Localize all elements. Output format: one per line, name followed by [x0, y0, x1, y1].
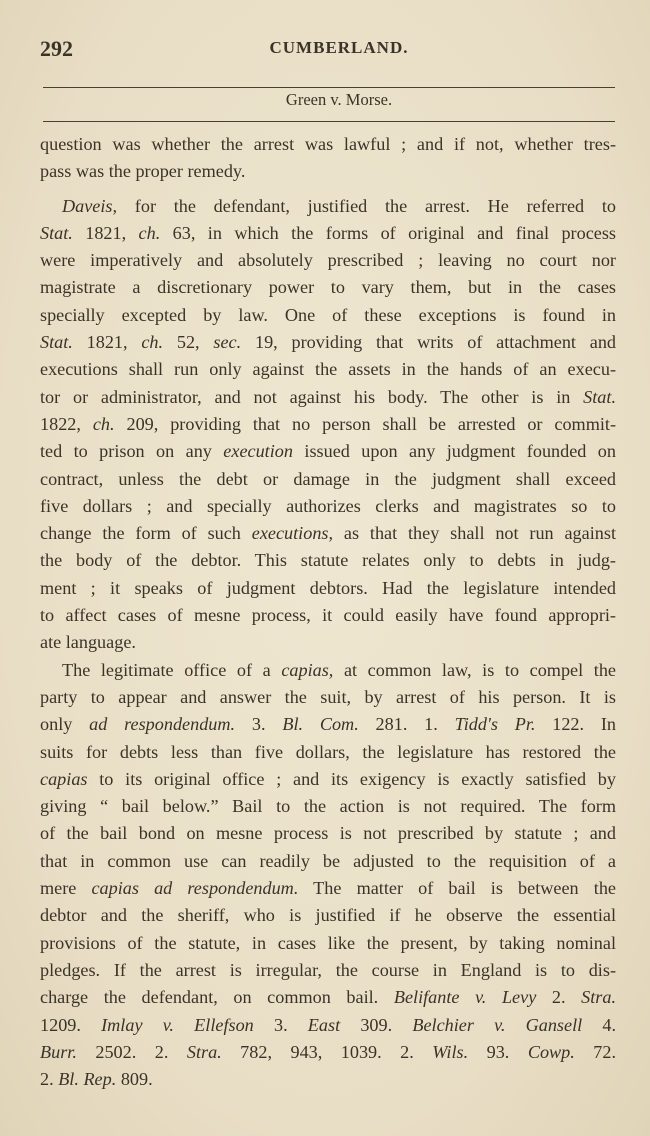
text-line: [40, 629, 616, 656]
italic-text: Stat.: [583, 386, 616, 407]
text-segment: giving “ bail below.” Bail to the action is not required. The form: [40, 796, 616, 817]
text-segment: 1821,: [72, 222, 139, 243]
text-segment: 52,: [163, 332, 214, 353]
text-segment: 1209.: [40, 1014, 102, 1035]
text-segment: 93.: [468, 1041, 528, 1062]
text-segment: party to appear and answer the suit, by arrest of his person. It is: [40, 686, 616, 707]
text-segment: contract, unless the debt or damage in the judgment shall exceed: [40, 468, 616, 489]
text-segment: provisions of the statute, in cases like the present, by taking nominal: [40, 932, 616, 953]
text-segment: were imperatively and absolutely prescribed ; leaving no court nor: [40, 250, 616, 271]
text-line: [40, 158, 616, 185]
page-number: 292: [40, 36, 73, 61]
text-segment: ment ; it speaks of judgment debtors. Had the legislature intended: [40, 577, 616, 598]
text-line: [40, 902, 616, 929]
text-segment: for the defendant, justified the arrest. He referred to: [117, 195, 616, 216]
text-line: [40, 820, 616, 847]
text-segment: at common law, is to compel the: [333, 659, 616, 680]
header-rule-top: [43, 87, 615, 88]
text-line: [40, 193, 616, 220]
italic-text: executions,: [251, 523, 334, 544]
text-line: [40, 329, 616, 356]
italic-text: Stat.: [40, 222, 73, 243]
italic-text: Imlay v. Ellefson: [101, 1014, 254, 1035]
text-line: [40, 1066, 616, 1093]
text-segment: 2.: [40, 1069, 59, 1090]
text-segment: 19, providing that writs of attachment and: [241, 332, 617, 353]
text-segment: executions shall run only against the assets in the hands of an execu-: [40, 359, 616, 380]
text-line: [40, 684, 616, 711]
text-segment: suits for debts less than five dollars, the legislature has restored the: [40, 741, 616, 762]
italic-text: capias: [40, 768, 88, 789]
text-segment: The matter of bail is between the: [298, 878, 616, 899]
text-line: [40, 547, 616, 574]
text-segment: issued upon any judgment founded on: [292, 441, 616, 462]
text-segment: The legitimate office of a: [62, 659, 282, 680]
italic-text: Bl. Rep.: [58, 1069, 117, 1090]
italic-text: ch.: [141, 332, 164, 353]
italic-text: Wils.: [432, 1041, 469, 1062]
text-segment: pass was the proper remedy.: [40, 161, 246, 182]
italic-text: Stra.: [581, 987, 616, 1008]
text-line: [40, 302, 616, 329]
italic-text: East: [307, 1014, 341, 1035]
text-line: [40, 520, 616, 547]
text-segment: 309.: [340, 1014, 413, 1035]
text-line: [40, 1012, 616, 1039]
text-line: [40, 930, 616, 957]
text-segment: charge the defendant, on common bail.: [40, 987, 394, 1008]
text-segment: 1822,: [40, 413, 93, 434]
text-segment: question was whether the arrest was lawful ; and if not, whether tres-: [40, 134, 616, 154]
text-segment: ate language.: [40, 632, 136, 653]
body-text: [40, 131, 616, 1093]
italic-text: Belifante v. Levy: [393, 987, 537, 1008]
italic-text: Tidd's Pr.: [454, 714, 536, 735]
text-segment: tor or administrator, and not against his body. The other is in: [40, 386, 584, 407]
text-segment: 281. 1.: [358, 714, 455, 735]
text-line: [40, 575, 616, 602]
italic-text: capias ad respondendum.: [91, 878, 299, 899]
text-segment: 782, 943, 1039. 2.: [221, 1041, 433, 1062]
text-segment: as that they shall not run against: [333, 523, 617, 544]
italic-text: sec.: [213, 332, 242, 353]
italic-text: Stra.: [186, 1041, 222, 1062]
text-segment: to affect cases of mesne process, it could easily have found appropri-: [40, 605, 616, 626]
text-segment: 3.: [253, 1014, 308, 1035]
text-segment: five dollars ; and specially authorizes clerks and magistrates so to: [40, 495, 616, 516]
text-line: [40, 466, 616, 493]
text-segment: 2502. 2.: [76, 1041, 187, 1062]
italic-text: Stat.: [40, 332, 73, 353]
text-segment: the body of the debtor. This statute relates only to debts in judg-: [40, 550, 616, 571]
italic-text: ch.: [92, 413, 115, 434]
case-title: Green v. Morse.: [285, 90, 393, 109]
text-segment: 209, providing that no person shall be arrested or commit-: [114, 413, 616, 434]
text-line: [40, 984, 616, 1011]
italic-text: capias,: [281, 659, 334, 680]
text-line: [40, 131, 616, 158]
italic-text: ad respondendum.: [89, 714, 236, 735]
text-segment: to its original office ; and its exigency is exactly satisfied by: [87, 768, 616, 789]
text-line: [40, 384, 616, 411]
text-line: [40, 493, 616, 520]
text-line: [40, 411, 616, 438]
text-segment: debtor and the sheriff, who is justified if he observe the essential: [40, 905, 616, 926]
italic-text: Burr.: [40, 1041, 77, 1062]
text-line: [40, 247, 616, 274]
text-segment: 809.: [116, 1069, 153, 1090]
text-line: [40, 657, 616, 684]
italic-text: Belchier v. Gansell: [412, 1014, 583, 1035]
text-segment: change the form of such: [40, 523, 252, 544]
text-line: [40, 274, 616, 301]
text-segment: magistrate a discretionary power to vary them, but in the cases: [40, 277, 616, 298]
text-line: [40, 875, 616, 902]
text-line: [40, 957, 616, 984]
text-line: [40, 602, 616, 629]
text-line: [40, 711, 616, 738]
italic-text: ch.: [138, 222, 161, 243]
text-segment: mere: [40, 878, 92, 899]
text-line: [40, 848, 616, 875]
text-segment: 122. In: [535, 714, 617, 735]
text-segment: only: [40, 714, 90, 735]
running-title: CUMBERLAND.: [269, 38, 409, 57]
text-line: [40, 438, 616, 465]
header-rule-bottom: [43, 121, 615, 122]
text-line: [40, 766, 616, 793]
text-segment: 2.: [536, 987, 582, 1008]
text-segment: pledges. If the arrest is irregular, the course in England is to dis-: [40, 959, 616, 980]
text-line: [40, 220, 616, 247]
text-segment: 72.: [574, 1041, 617, 1062]
text-segment: ted to prison on any: [40, 441, 224, 462]
text-segment: 1821,: [72, 332, 142, 353]
text-line: [40, 793, 616, 820]
text-segment: that in common use can readily be adjusted to the requisition of a: [40, 850, 616, 871]
italic-text: Cowp.: [527, 1041, 575, 1062]
text-segment: 3.: [235, 714, 283, 735]
italic-text: execution: [223, 441, 293, 462]
italic-text: Daveis,: [62, 195, 118, 216]
italic-text: Bl. Com.: [282, 714, 359, 735]
text-line: [40, 356, 616, 383]
text-line: [40, 739, 616, 766]
text-segment: 63, in which the forms of original and final process: [160, 222, 616, 243]
text-line: [40, 1039, 616, 1066]
text-segment: specially excepted by law. One of these exceptions is found in: [40, 304, 616, 325]
text-segment: of the bail bond on mesne process is not prescribed by statute ; and: [40, 823, 616, 844]
text-segment: 4.: [582, 1014, 616, 1035]
